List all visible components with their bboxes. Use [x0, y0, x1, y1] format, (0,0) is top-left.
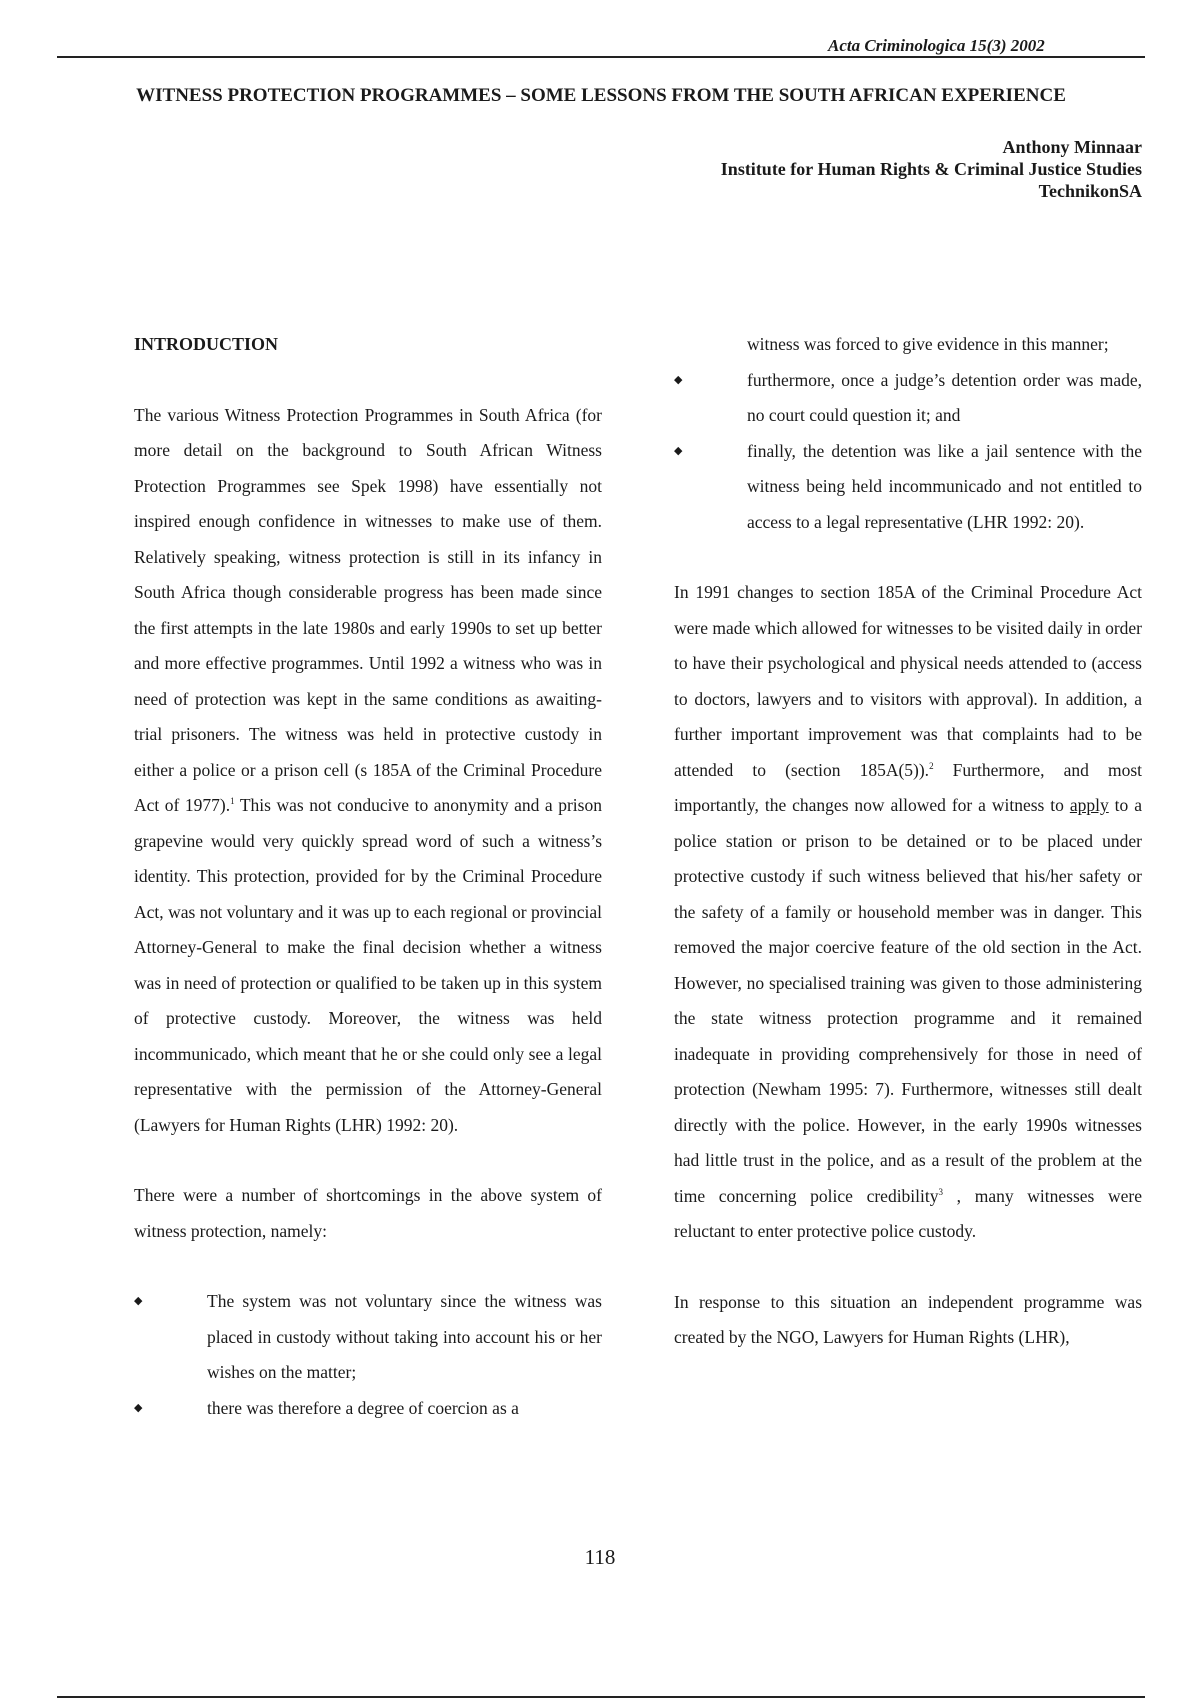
continued-list-item: witness was forced to give evidence in this manner;	[747, 334, 1109, 354]
response-paragraph: In response to this situation an independent programme was created by the NGO, Lawyers for Human Rights (LHR),	[674, 1291, 1142, 1347]
changes-text-a: In 1991 changes to section 185A of the Criminal Procedure Act were made which allowed for witnesses to be visited daily in order to have their psychological and physical needs attended to (access to doctors, lawyers and to visitors with approval). In addition, a further important improvement was that complaints had to be attended to (section 185A(5)).	[674, 582, 1142, 780]
intro-text-b: This was not conducive to anonymity and a prison grapevine would very quickly spread word of such a witness’s identity. This protection, provided for by the Criminal Procedure Act, was not voluntary and it was up to each regional or provincial Attorney-General to make the final decision whether a witness was in need of protection or qualified to be taken up in this system of protective custody. Moreover, the witness was held incommunicado, which meant that he or she could only see a legal representative with the permission of the Attorney-General (Lawyers for Human Rights (LHR) 1992: 20).	[134, 795, 602, 1135]
author-institute: Institute for Human Rights & Criminal Justice Studies	[720, 159, 1142, 179]
page-number: 118	[584, 1545, 616, 1569]
right-column	[674, 327, 1142, 1391]
list-item: ◆ The system was not voluntary since the witness was placed in custody without taking into account his or her wishes on the matter;	[134, 1284, 602, 1391]
shortcomings-paragraph: There were a number of shortcomings in the above system of witness protection, namely:	[134, 1185, 602, 1241]
changes-text-c: to a police station or prison to be detained or to be placed under protective custody if such witness believed that his/her safety or the safety of a family or household member was in danger. This removed the major coercive feature of the old section in the Act. However, no specialised training was given to those administering the state witness protection programme and it remained inadequate in providing comprehensively for those in need of protection (Newham 1995: 7). Furthermore, witnesses still dealt directly with the police. However, in the early 1990s witnesses had little trust in the police, and as a result of the problem at the time concerning police credibility	[674, 795, 1142, 1206]
list-item: ◆ finally, the detention was like a jail sentence with the witness being held incommunicado and not entitled to access to a legal representative (LHR 1992: 20).	[674, 434, 1142, 541]
changes-text-d: , many witnesses were reluctant to enter protective police custody.	[674, 1185, 1142, 1241]
author-name: Anthony Minnaar	[1002, 137, 1142, 157]
header-rule	[57, 56, 1145, 58]
list-item: ◆ furthermore, once a judge’s detention order was made, no court could question it; and	[674, 363, 1142, 434]
underlined-word: apply	[1069, 795, 1109, 815]
footnote-ref-2: 2	[929, 760, 934, 771]
shortcomings-list	[134, 1284, 602, 1426]
footnote-ref-1: 1	[230, 796, 235, 807]
author-block	[721, 136, 1142, 202]
left-column	[134, 327, 602, 1461]
journal-citation: Acta Criminologica 15(3) 2002	[828, 36, 1045, 55]
list-item: ◆ there was therefore a degree of coercion as a	[134, 1391, 602, 1427]
shortcomings-list-continued	[674, 363, 1142, 541]
article-title: WITNESS PROTECTION PROGRAMMES – SOME LESSONS FROM THE SOUTH AFRICAN EXPERIENCE	[136, 85, 1066, 106]
author-organisation: TechnikonSA	[1038, 181, 1142, 201]
changes-paragraph	[674, 575, 1142, 1250]
section-heading: INTRODUCTION	[134, 334, 279, 354]
footer-rule	[57, 1696, 1145, 1698]
intro-paragraph	[134, 398, 602, 1144]
intro-text-a: The various Witness Protection Programmes in South Africa (for more detail on the background to South African Witness Protection Programmes see Spek 1998) have essentially not inspired enough confidence in witnesses to make use of them. Relatively speaking, witness protection is still in its infancy in South Africa though considerable progress has been made since the first attempts in the late 1980s and early 1990s to set up better and more effective programmes. Until 1992 a witness who was in need of protection was kept in the same conditions as awaiting-trial prisoners. The witness was held in protective custody in either a police or a prison cell (s 185A of the Criminal Procedure Act of 1977).	[134, 404, 602, 815]
changes-text-b: Furthermore, and most importantly, the changes now allowed for a witness to	[674, 759, 1142, 815]
footnote-ref-3: 3	[938, 1186, 944, 1197]
